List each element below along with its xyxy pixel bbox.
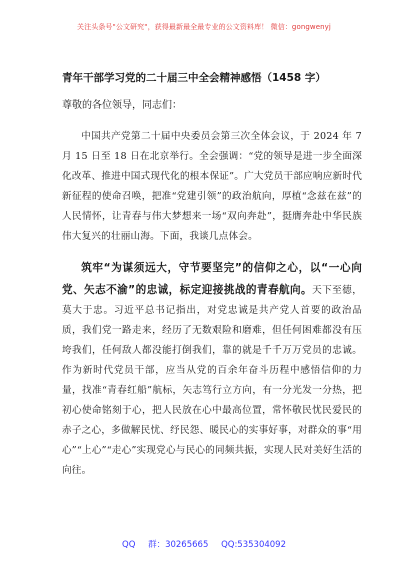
document-title: 青年干部学习党的二十届三中全会精神感悟（1458 字） — [62, 72, 326, 84]
footer-qq-group: QQ 群：30265665 — [122, 540, 209, 550]
intro-paragraph: 中国共产党第二十届中央委员会第三次全体会议，于 2024 年 7 月 15 日至 18 日在北京举行。全会强调：“党的领导是进一步全面深化改革、推进中国式现代化的根本保证”。广大党员干部应响应新时代新征程的使命召唤，把准“党建引领”的政治航向，厚植“念兹在兹”的人民情怀，让青春与伟大梦想来一场“双向奔赴”，挺膺奔赴中华民族伟大复兴的壮丽山海。下面，我谈几点体会。 — [62, 131, 362, 242]
document-page — [62, 71, 362, 481]
header-banner: 关注头条号"公文研究"，获得最新最全最专业的公文资料库！ 微信：gongwenyj — [77, 23, 331, 31]
footer-qq: QQ:535304092 — [221, 540, 286, 550]
section1-paragraph — [62, 257, 362, 481]
section1-body: 天下至德，莫大于忠。习近平总书记指出，对党忠诚是共产党人首要的政治品质，我们党一路走来，经历了无数艰险和磨难，但任何困难都没有压垮我们，任何敌人都没能打倒我们，靠的就是千千万万党员的忠诚。作为新时代党员干部，应当从党的百余年奋斗历程中感悟信仰的力量，找准“青春红船”航标，矢志笃行立方向，有一分光发一分热，把初心使命铭刻于心，把人民放在心中最高位置，常怀敬民忧民爱民的赤子之心，多做解民忧、纾民怨、暖民心的实事好事，对群众的事“用心”“上心”“走心”实现党心与民心的同频共振，实现人民对美好生活的向往。 — [62, 285, 363, 476]
footer-contacts — [0, 538, 408, 550]
section1-lead: 筑牢“为谋须远大，守节要坚完”的信仰之心，以“一心向党、矢志不渝”的忠诚，标定迎接挑战的青春航向。 — [62, 262, 362, 296]
greeting: 尊敬的各位领导，同志们： — [62, 100, 182, 111]
